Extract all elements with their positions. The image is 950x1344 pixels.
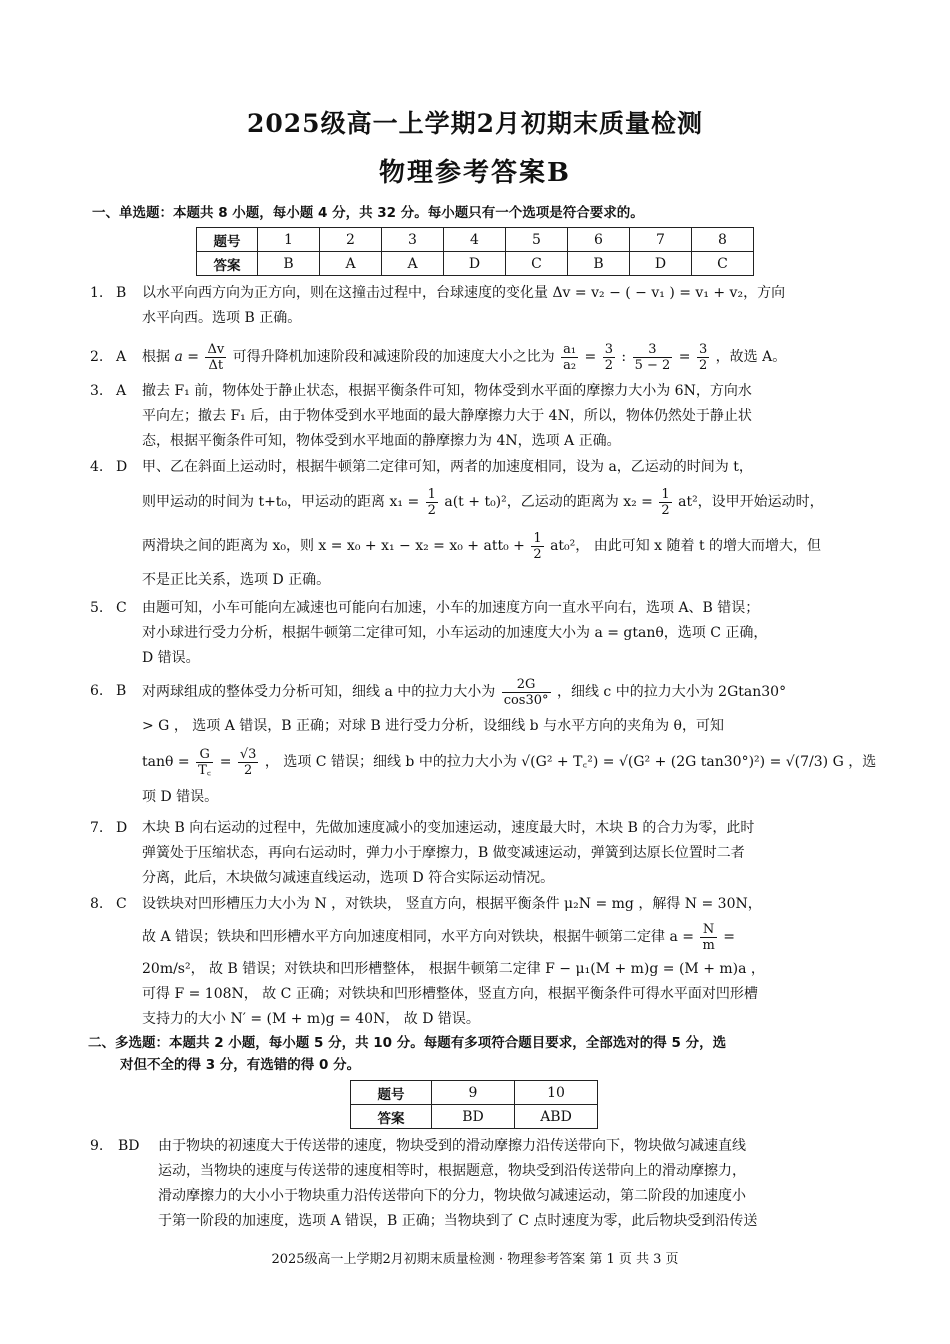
question-key: D bbox=[116, 820, 128, 836]
fraction: $\frac{1}{2}$ bbox=[533, 530, 542, 562]
answer-table-2 bbox=[350, 1080, 598, 1129]
table-row bbox=[351, 1081, 598, 1105]
table-cell: B bbox=[258, 252, 320, 276]
fraction: $\frac{3}{2}$ bbox=[604, 341, 613, 373]
explanation bbox=[142, 337, 860, 377]
explanation-line: 不是正比关系，选项 D 正确。 bbox=[142, 572, 331, 588]
table-cell: A bbox=[320, 252, 382, 276]
answer-item-4 bbox=[90, 455, 860, 593]
explanation-line: 于第一阶段的加速度，选项 A 错误，B 正确；当物块到了 C 点时速度为零，此后物块受到沿传送 bbox=[158, 1213, 758, 1229]
table-row bbox=[197, 252, 754, 276]
table-cell: 1 bbox=[258, 228, 320, 252]
page-subtitle: 物理参考答案B bbox=[379, 158, 571, 188]
explanation-line: 甲、乙在斜面上运动时，根据牛顿第二定律可知，两者的加速度相同，设为 a，乙运动的时间为 t， bbox=[142, 459, 753, 475]
table-cell: D bbox=[630, 252, 692, 276]
question-number: 8. bbox=[90, 896, 104, 912]
fraction: $\frac{3}{2}$ bbox=[698, 341, 708, 373]
text: ，故选 A。 bbox=[715, 349, 787, 365]
explanation-line: 撤去 F₁ 前，物体处于静止状态，根据平衡条件可知，物体受到水平面的摩擦力大小为 6N，方向水 bbox=[142, 383, 752, 399]
explanation bbox=[158, 1134, 860, 1234]
explanation-line: 对两球组成的整体受力分析可知，细线 a 中的拉力大小为 $\frac{2G}{\cos 30^\circ}$ ，细线 c 中的拉力大小为 2Gtan30° bbox=[142, 676, 787, 708]
explanation bbox=[142, 596, 860, 671]
section1-heading: 一、单选题：本题共 8 小题，每小题 4 分，共 32 分。每小题只有一个选项是符合要求的。 bbox=[92, 205, 644, 221]
question-number: 1. bbox=[90, 285, 104, 301]
explanation-line: 态，根据平衡条件可知，物体受到水平地面的静摩擦力为 4N，选项 A 正确。 bbox=[142, 433, 621, 449]
table-cell: BD bbox=[432, 1105, 515, 1129]
table-cell: ABD bbox=[515, 1105, 598, 1129]
table-cell: 8 bbox=[692, 228, 754, 252]
explanation-line: 分离，此后，木块做匀减速直线运动，选项 D 符合实际运动情况。 bbox=[142, 870, 555, 886]
table-cell: 9 bbox=[432, 1081, 515, 1105]
table-row bbox=[351, 1105, 598, 1129]
explanation-line: 以水平向西方向为正方向，则在这撞击过程中，台球速度的变化量 Δv = v₂ − ( − v₁ ) = v₁ + v₂，方向 bbox=[142, 285, 786, 301]
answer-item-5 bbox=[90, 596, 860, 671]
table-row-label: 答案 bbox=[351, 1105, 432, 1129]
question-key: D bbox=[116, 459, 128, 475]
heading-line: 对但不全的得 3 分，有选错的得 0 分。 bbox=[120, 1057, 361, 1073]
explanation-line: 20m/s²， 故 B 错误；对铁块和凹形槽整体， 根据牛顿第二定律 F − μ₁(M + m)g = (M + m)a ， bbox=[142, 961, 765, 977]
fraction: $\frac{√3}{2}$ bbox=[239, 746, 257, 778]
table-cell: C bbox=[692, 252, 754, 276]
explanation-line: 设铁块对凹形槽压力大小为 N ，对铁块， 竖直方向，根据平衡条件 μ₂N = mg ，解得 N = 30N， bbox=[142, 896, 762, 912]
fraction: $\frac{1}{2}$ bbox=[427, 486, 436, 518]
answer-item-1 bbox=[90, 281, 860, 331]
table-row-label: 答案 bbox=[197, 252, 258, 276]
question-key: BD bbox=[118, 1138, 140, 1154]
question-number: 7. bbox=[90, 820, 104, 836]
table-cell: C bbox=[506, 252, 568, 276]
answer-table-1 bbox=[196, 227, 754, 276]
section2-heading bbox=[88, 1032, 858, 1076]
explanation bbox=[142, 379, 860, 454]
answer-item-9 bbox=[90, 1134, 860, 1234]
answer-item-2 bbox=[90, 337, 860, 377]
explanation-line: 由于物块的初速度大于传送带的速度，物块受到的滑动摩擦力沿传送带向下，物块做匀减速直线 bbox=[158, 1138, 746, 1154]
explanation-line: 两滑块之间的距离为 x₀，则 x = x₀ + x₁ − x₂ = x₀ + att₀ + $\frac{1}{2}$ at₀²， 由此可知 x 随着 t 的增大而增大，但 bbox=[142, 530, 822, 562]
question-key: A bbox=[116, 383, 127, 399]
page-footer: 2025级高一上学期2月初期末质量检测 · 物理参考答案 第 1 页 共 3 页 bbox=[271, 1252, 679, 1267]
explanation-line: 故 A 错误；铁块和凹形槽水平方向加速度相同，水平方向对铁块，根据牛顿第二定律 a = $\frac{N}{m}$ = bbox=[142, 921, 735, 953]
answer-item-6 bbox=[90, 670, 877, 810]
question-number: 3. bbox=[90, 383, 104, 399]
explanation-line: 运动，当物块的速度与传送带的速度相等时，根据题意，物块受到沿传送带向上的滑动摩擦力， bbox=[158, 1163, 746, 1179]
table-row-label: 题号 bbox=[351, 1081, 432, 1105]
table-row bbox=[197, 228, 754, 252]
fraction: $\frac{G}{T꜀}$ bbox=[198, 746, 212, 778]
question-key: B bbox=[116, 683, 127, 699]
question-key: C bbox=[116, 896, 127, 912]
explanation bbox=[142, 281, 860, 331]
question-number: 2. bbox=[90, 349, 104, 365]
text: 根据 bbox=[142, 349, 170, 365]
fraction: $\frac{N}{m}$ bbox=[702, 921, 715, 953]
fraction: $\frac{\text{a₁}}{\text{a₂}}$ bbox=[563, 341, 577, 373]
explanation-line: D 错误。 bbox=[142, 650, 200, 666]
explanation-line: 则甲运动的时间为 t+t₀，甲运动的距离 x₁ = $\frac{1}{2}$ a(t + t₀)²，乙运动的距离为 x₂ = $\frac{1}{2}$ at²，设甲开始运动时， bbox=[142, 486, 824, 518]
question-key: B bbox=[116, 285, 127, 301]
explanation-line: 水平向西。选项 B 正确。 bbox=[142, 310, 302, 326]
explanation bbox=[142, 670, 877, 810]
table-cell: B bbox=[568, 252, 630, 276]
table-cell: A bbox=[382, 252, 444, 276]
answer-item-7 bbox=[90, 816, 860, 891]
formula: a = bbox=[174, 349, 199, 365]
answer-item-3 bbox=[90, 379, 860, 454]
explanation-line: > G ， 选项 A 错误，B 正确；对球 B 进行受力分析，设细线 b 与水平方向的夹角为 θ，可知 bbox=[142, 718, 724, 734]
explanation-line: 支持力的大小 N′ = (M + m)g = 40N， 故 D 错误。 bbox=[142, 1011, 480, 1027]
heading-line: 二、多选题：本题共 2 小题，每小题 5 分，共 10 分。每题有多项符合题目要求，全部选对的得 5 分，选 bbox=[88, 1035, 727, 1051]
table-cell: 4 bbox=[444, 228, 506, 252]
explanation-line: 项 D 错误。 bbox=[142, 789, 219, 805]
fraction: $\frac{1}{2}$ bbox=[661, 486, 670, 518]
explanation-line: 弹簧处于压缩状态，再向右运动时，弹力小于摩擦力，B 做变减速运动，弹簧到达原长位置时二者 bbox=[142, 845, 745, 861]
table-cell: 2 bbox=[320, 228, 382, 252]
table-row-label: 题号 bbox=[197, 228, 258, 252]
explanation-line: 对小球进行受力分析，根据牛顿第二定律可知，小车运动的加速度大小为 a = gtanθ，选项 C 正确， bbox=[142, 625, 768, 641]
explanation bbox=[142, 455, 860, 593]
text: 可得升降机加速阶段和减速阶段的加速度大小之比为 bbox=[232, 349, 555, 365]
explanation-line: 平向左；撤去 F₁ 后，由于物体受到水平地面的最大静摩擦力大于 4N，所以，物体仍然处于静止状 bbox=[142, 408, 752, 424]
answer-item-8 bbox=[90, 892, 860, 1032]
page-title: 2025级高一上学期2月初期末质量检测 bbox=[247, 109, 703, 138]
explanation-line: 滑动摩擦力的大小小于物块重力沿传送带向下的分力，物块做匀减速运动，第二阶段的加速度小 bbox=[158, 1188, 746, 1204]
question-number: 6. bbox=[90, 683, 104, 699]
explanation-line: 由题可知，小车可能向左减速也可能向右加速，小车的加速度方向一直水平向右，选项 A、B 错误； bbox=[142, 600, 760, 616]
table-cell: 5 bbox=[506, 228, 568, 252]
fraction: $\frac{2G}{\cos 30^\circ}$ bbox=[503, 676, 549, 708]
explanation-line: 根据 a = $\frac{\Delta v}{\Delta t}$ 可得升降机加速阶段和减速阶段的加速度大小之比为 $\frac{\text{a₁}}{\text{a₂}}$ = $\frac{3}{2}$ : $\frac{3}{5 - 2}$ = $\frac{3}{2}$ ，故选 A。 bbox=[142, 341, 787, 373]
question-number: 4. bbox=[90, 459, 104, 475]
explanation bbox=[142, 892, 860, 1032]
explanation-line: tanθ = $\frac{G}{T꜀}$ = $\frac{√3}{2}$ ， 选项 C 错误；细线 b 中的拉力大小为 √(G² + T꜀²) = √(G² + (2G tan30°)²) = √(7/3) G ，选 bbox=[142, 746, 877, 778]
explanation-line: 可得 F = 108N， 故 C 正确；对铁块和凹形槽整体，竖直方向，根据平衡条件可得水平面对凹形槽 bbox=[142, 986, 758, 1002]
question-number: 5. bbox=[90, 600, 104, 616]
explanation-line: 木块 B 向右运动的过程中，先做加速度减小的变加速运动，速度最大时，木块 B 的合力为零，此时 bbox=[142, 820, 755, 836]
fraction: $\frac{3}{5 - 2}$ bbox=[634, 341, 671, 373]
table-cell: D bbox=[444, 252, 506, 276]
question-key: A bbox=[116, 349, 127, 365]
table-cell: 3 bbox=[382, 228, 444, 252]
table-cell: 10 bbox=[515, 1081, 598, 1105]
question-number: 9. bbox=[90, 1138, 104, 1154]
fraction: $\frac{\Delta v}{\Delta t}$ bbox=[207, 341, 225, 373]
explanation bbox=[142, 816, 860, 891]
table-cell: 6 bbox=[568, 228, 630, 252]
table-cell: 7 bbox=[630, 228, 692, 252]
question-key: C bbox=[116, 600, 127, 616]
